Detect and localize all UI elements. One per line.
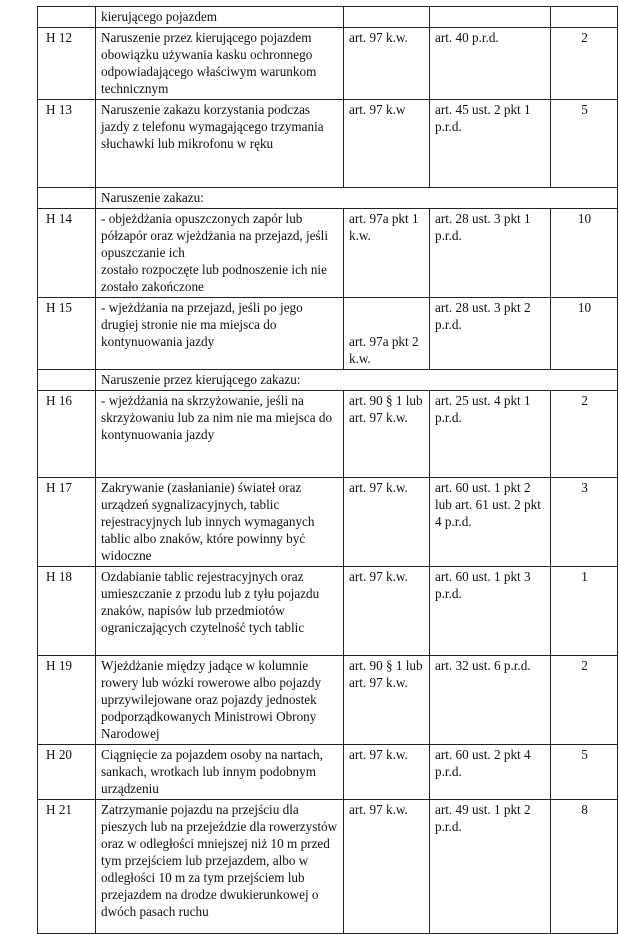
prd-cell: art. 49 ust. 1 pkt 2 p.r.d.	[430, 800, 551, 934]
points-cell: 8	[551, 800, 618, 934]
table-row	[38, 800, 618, 934]
description-cell: Ciągnięcie za pojazdem osoby na nartach, sankach, wrotkach lub innym podobnym urządzeniu	[96, 745, 344, 800]
table-row	[38, 567, 618, 656]
points-cell	[551, 7, 618, 28]
description-cell: Ozdabianie tablic rejestracyjnych oraz umieszczanie z przodu lub z tyłu pojazdu znaków, napisów lub przedmiotów ograniczających czytelność tych tablic	[96, 567, 344, 656]
kw-cell: art. 90 § 1 lub art. 97 k.w.	[344, 391, 430, 478]
kw-cell: art. 97a pkt 2 k.w.	[344, 298, 430, 370]
prd-cell: art. 45 ust. 2 pkt 1 p.r.d.	[430, 100, 551, 188]
table-row	[38, 478, 618, 567]
description-cell: Wjeżdżanie między jadące w kolumnie rowery lub wózki rowerowe albo pojazdy uprzywilejowane oraz pojazdy jednostek podporządkowanych Ministrowi Obrony Narodowej	[96, 656, 344, 745]
table-row	[38, 100, 618, 188]
table-row	[38, 298, 618, 370]
code-cell	[38, 370, 96, 391]
points-cell: 5	[551, 100, 618, 188]
kw-cell: art. 97a pkt 1 k.w.	[344, 209, 430, 298]
prd-cell: art. 28 ust. 3 pkt 1 p.r.d.	[430, 209, 551, 298]
section-header-row	[38, 370, 618, 391]
offense-table-body	[38, 7, 618, 934]
points-cell: 3	[551, 478, 618, 567]
points-cell: 2	[551, 391, 618, 478]
prd-cell: art. 25 ust. 4 pkt 1 p.r.d.	[430, 391, 551, 478]
table-row	[38, 656, 618, 745]
code-cell: H 16	[38, 391, 96, 478]
kw-cell: art. 97 k.w.	[344, 478, 430, 567]
description-cell: - wjeżdżania na przejazd, jeśli po jego drugiej stronie nie ma miejsca do kontynuowania jazdy	[96, 298, 344, 370]
description-cell: - wjeżdżania na skrzyżowanie, jeśli na skrzyżowaniu lub za nim nie ma miejsca do kontynuowania jazdy	[96, 391, 344, 478]
code-cell	[38, 188, 96, 209]
table-row	[38, 745, 618, 800]
points-cell: 1	[551, 567, 618, 656]
description-cell: Zatrzymanie pojazdu na przejściu dla pieszych lub na przejeździe dla rowerzystów oraz w odległości mniejszej niż 10 m przed tym przejściem lub przejazdem, albo w odległości 10 m za tym przejściem lub przejazdem na drodze dwukierunkowej o dwóch pasach ruchu	[96, 800, 344, 934]
code-cell	[38, 7, 96, 28]
description-cell: Naruszenie przez kierującego pojazdem obowiązku używania kasku ochronnego odpowiadającego właściwym warunkom technicznym	[96, 28, 344, 100]
prd-cell: art. 32 ust. 6 p.r.d.	[430, 656, 551, 745]
section-header-row	[38, 188, 618, 209]
kw-cell	[344, 7, 430, 28]
prd-cell: art. 60 ust. 2 pkt 4 p.r.d.	[430, 745, 551, 800]
kw-cell: art. 97 k.w	[344, 100, 430, 188]
points-cell: 2	[551, 656, 618, 745]
points-cell: 10	[551, 298, 618, 370]
points-cell: 10	[551, 209, 618, 298]
code-cell: H 19	[38, 656, 96, 745]
prd-cell: art. 28 ust. 3 pkt 2 p.r.d.	[430, 298, 551, 370]
code-cell: H 13	[38, 100, 96, 188]
kw-cell: art. 97 k.w.	[344, 745, 430, 800]
code-cell: H 20	[38, 745, 96, 800]
table-row-fragment	[38, 7, 618, 28]
table-row	[38, 209, 618, 298]
description-cell: Zakrywanie (zasłanianie) świateł oraz urządzeń sygnalizacyjnych, tablic rejestracyjnych lub innych wymaganych tablic albo znaków, które powinny być widoczne	[96, 478, 344, 567]
table-row	[38, 391, 618, 478]
code-cell: H 14	[38, 209, 96, 298]
section-header-text: Naruszenie przez kierującego zakazu:	[96, 370, 618, 391]
kw-cell: art. 90 § 1 lub art. 97 k.w.	[344, 656, 430, 745]
kw-cell: art. 97 k.w.	[344, 28, 430, 100]
prd-cell	[430, 7, 551, 28]
points-cell: 2	[551, 28, 618, 100]
code-cell: H 21	[38, 800, 96, 934]
description-cell: kierującego pojazdem	[96, 7, 344, 28]
description-cell: - objeżdżania opuszczonych zapór lub półzapór oraz wjeżdżania na przejazd, jeśli opuszczanie ich zostało rozpoczęte lub podnoszenie ich nie zostało zakończone	[96, 209, 344, 298]
code-cell: H 15	[38, 298, 96, 370]
description-cell: Naruszenie zakazu korzystania podczas jazdy z telefonu wymagającego trzymania słuchawki lub mikrofonu w ręku	[96, 100, 344, 188]
kw-cell: art. 97 k.w.	[344, 800, 430, 934]
code-cell: H 18	[38, 567, 96, 656]
table-row	[38, 28, 618, 100]
prd-cell: art. 40 p.r.d.	[430, 28, 551, 100]
points-cell: 5	[551, 745, 618, 800]
offense-table	[37, 6, 618, 934]
prd-cell: art. 60 ust. 1 pkt 2 lub art. 61 ust. 2 pkt 4 p.r.d.	[430, 478, 551, 567]
code-cell: H 12	[38, 28, 96, 100]
prd-cell: art. 60 ust. 1 pkt 3 p.r.d.	[430, 567, 551, 656]
section-header-text: Naruszenie zakazu:	[96, 188, 618, 209]
code-cell: H 17	[38, 478, 96, 567]
kw-cell: art. 97 k.w.	[344, 567, 430, 656]
